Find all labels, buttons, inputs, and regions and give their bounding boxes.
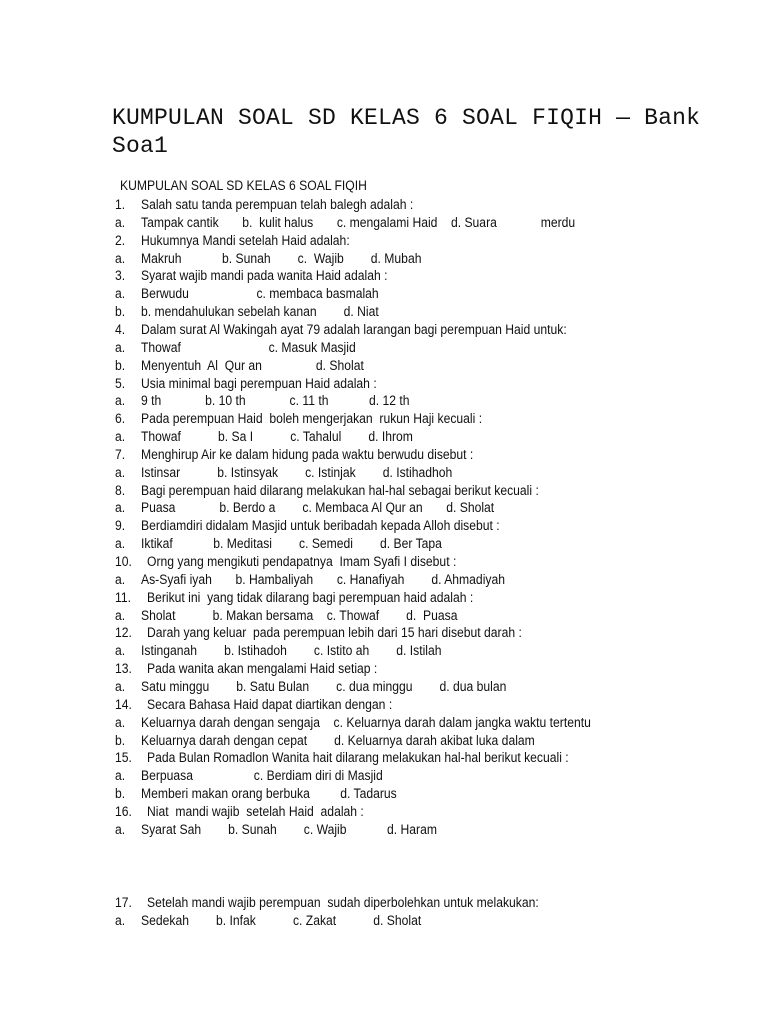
- question-number: 4.: [114, 321, 126, 337]
- answer-options: Memberi makan orang berbuka d. Tadarus: [140, 786, 397, 802]
- answer-options: Istinsar b. Istinsyak c. Istinjak d. Istihadhoh: [140, 464, 453, 480]
- option-marker: b.: [114, 304, 126, 320]
- option-marker: a.: [114, 913, 126, 928]
- option-marker: a.: [114, 250, 126, 266]
- question-number: 6.: [114, 411, 126, 427]
- question-text: Hukumnya Mandi setelah Haid adalah:: [140, 232, 350, 248]
- option-marker: b.: [114, 786, 126, 802]
- option-marker: a.: [114, 768, 126, 784]
- question-number: 8.: [114, 482, 126, 498]
- question-number: 17.: [114, 895, 132, 910]
- question-number: 11.: [114, 589, 131, 605]
- question-text: Dalam surat Al Wakingah ayat 79 adalah larangan bagi perempuan Haid untuk:: [140, 321, 567, 337]
- answer-options: Thowaf b. Sa I c. Tahalul d. Ihrom: [140, 429, 413, 445]
- question-text: Salah satu tanda perempuan telah balegh adalah :: [140, 197, 414, 212]
- option-marker: a.: [114, 464, 126, 480]
- answer-options: b. mendahulukan sebelah kanan d. Niat: [140, 304, 379, 320]
- question-text: Orng yang mengikuti pendapatnya Imam Syafi I disebut :: [146, 554, 457, 569]
- option-marker: a.: [114, 393, 126, 409]
- answer-options: Puasa b. Berdo a c. Membaca Al Qur an d. Sholat: [140, 500, 495, 516]
- answer-options: Sedekah b. Infak c. Zakat d. Sholat: [140, 913, 422, 928]
- question-text: Pada perempuan Haid boleh mengerjakan rukun Haji kecuali :: [140, 411, 483, 427]
- option-marker: a.: [114, 571, 126, 587]
- option-marker: b.: [114, 732, 126, 748]
- question-number: 7.: [114, 446, 126, 462]
- question-number: 16.: [114, 803, 132, 819]
- option-marker: a.: [114, 607, 126, 623]
- question-number: 12.: [114, 625, 132, 641]
- answer-options: Berwudu c. membaca basmalah: [140, 286, 379, 302]
- answer-options: Keluarnya darah dengan cepat d. Keluarnya darah akibat luka dalam: [140, 732, 535, 748]
- question-number: 13.: [114, 661, 132, 677]
- option-marker: a.: [114, 678, 126, 694]
- question-text: Setelah mandi wajib perempuan sudah diperbolehkan untuk melakukan:: [146, 895, 539, 910]
- question-number: 9.: [114, 518, 126, 534]
- question-text: Usia minimal bagi perempuan Haid adalah :: [140, 375, 377, 391]
- answer-options: Iktikaf b. Meditasi c. Semedi d. Ber Tapa: [140, 536, 442, 552]
- question-text: Pada Bulan Romadlon Wanita hait dilarang melakukan hal-hal berikut kecuali :: [146, 750, 569, 766]
- question-text: Berikut ini yang tidak dilarang bagi perempuan haid adalah :: [146, 589, 474, 605]
- option-marker: a.: [114, 286, 126, 302]
- answer-options: Sholat b. Makan bersama c. Thowaf d. Puasa: [140, 607, 458, 623]
- question-text: Niat mandi wajib setelah Haid adalah :: [146, 803, 364, 819]
- answer-options: Istinganah b. Istihadoh c. Istito ah d. Istilah: [140, 643, 442, 659]
- answer-options: Menyentuh Al Qur an d. Sholat: [140, 357, 364, 373]
- question-number: 14.: [114, 696, 132, 712]
- option-marker: a.: [114, 821, 126, 837]
- answer-options: Syarat Sah b. Sunah c. Wajib d. Haram: [140, 821, 437, 837]
- option-marker: a.: [114, 500, 126, 516]
- option-marker: a.: [114, 429, 126, 445]
- answer-options: Keluarnya darah dengan sengaja c. Keluarnya darah dalam jangka waktu tertentu: [140, 714, 591, 730]
- document-subtitle: KUMPULAN SOAL SD KELAS 6 SOAL FIQIH: [120, 178, 367, 193]
- answer-options: Berpuasa c. Berdiam diri di Masjid: [140, 768, 383, 784]
- option-marker: a.: [114, 339, 126, 355]
- question-text: Bagi perempuan haid dilarang melakukan hal-hal sebagai berikut kecuali :: [140, 482, 539, 498]
- answer-options: 9 th b. 10 th c. 11 th d. 12 th: [140, 393, 410, 409]
- answer-options: Satu minggu b. Satu Bulan c. dua minggu d. dua bulan: [140, 678, 507, 694]
- question-text: Syarat wajib mandi pada wanita Haid adalah :: [140, 268, 388, 284]
- option-marker: a.: [114, 643, 126, 659]
- option-marker: a.: [114, 214, 126, 230]
- question-number: 3.: [114, 268, 126, 284]
- answer-options: Tampak cantik b. kulit halus c. mengalami Haid d. Suara merdu: [140, 214, 576, 230]
- answer-options: As-Syafi iyah b. Hambaliyah c. Hanafiyah d. Ahmadiyah: [140, 571, 505, 587]
- question-number: 5.: [114, 375, 126, 391]
- question-text: Secara Bahasa Haid dapat diartikan dengan :: [146, 696, 393, 712]
- question-number: 15.: [114, 750, 132, 766]
- question-number: 10.: [114, 554, 132, 569]
- question-text: Menghirup Air ke dalam hidung pada waktu berwudu disebut :: [140, 446, 474, 462]
- option-marker: a.: [114, 536, 126, 552]
- answer-options: Makruh b. Sunah c. Wajib d. Mubah: [140, 250, 422, 266]
- question-text: Darah yang keluar pada perempuan lebih dari 15 hari disebut darah :: [146, 625, 522, 641]
- question-text: Berdiamdiri didalam Masjid untuk beribadah kepada Alloh disebut :: [140, 518, 500, 534]
- answer-options: Thowaf c. Masuk Masjid: [140, 339, 356, 355]
- page-title: KUMPULAN SOAL SD KELAS 6 SOAL FIQIH — Bank Soa1: [112, 105, 701, 159]
- question-number: 1.: [114, 197, 126, 212]
- question-number: 2.: [114, 232, 126, 248]
- option-marker: a.: [114, 714, 126, 730]
- option-marker: b.: [114, 357, 126, 373]
- question-text: Pada wanita akan mengalami Haid setiap :: [146, 661, 378, 677]
